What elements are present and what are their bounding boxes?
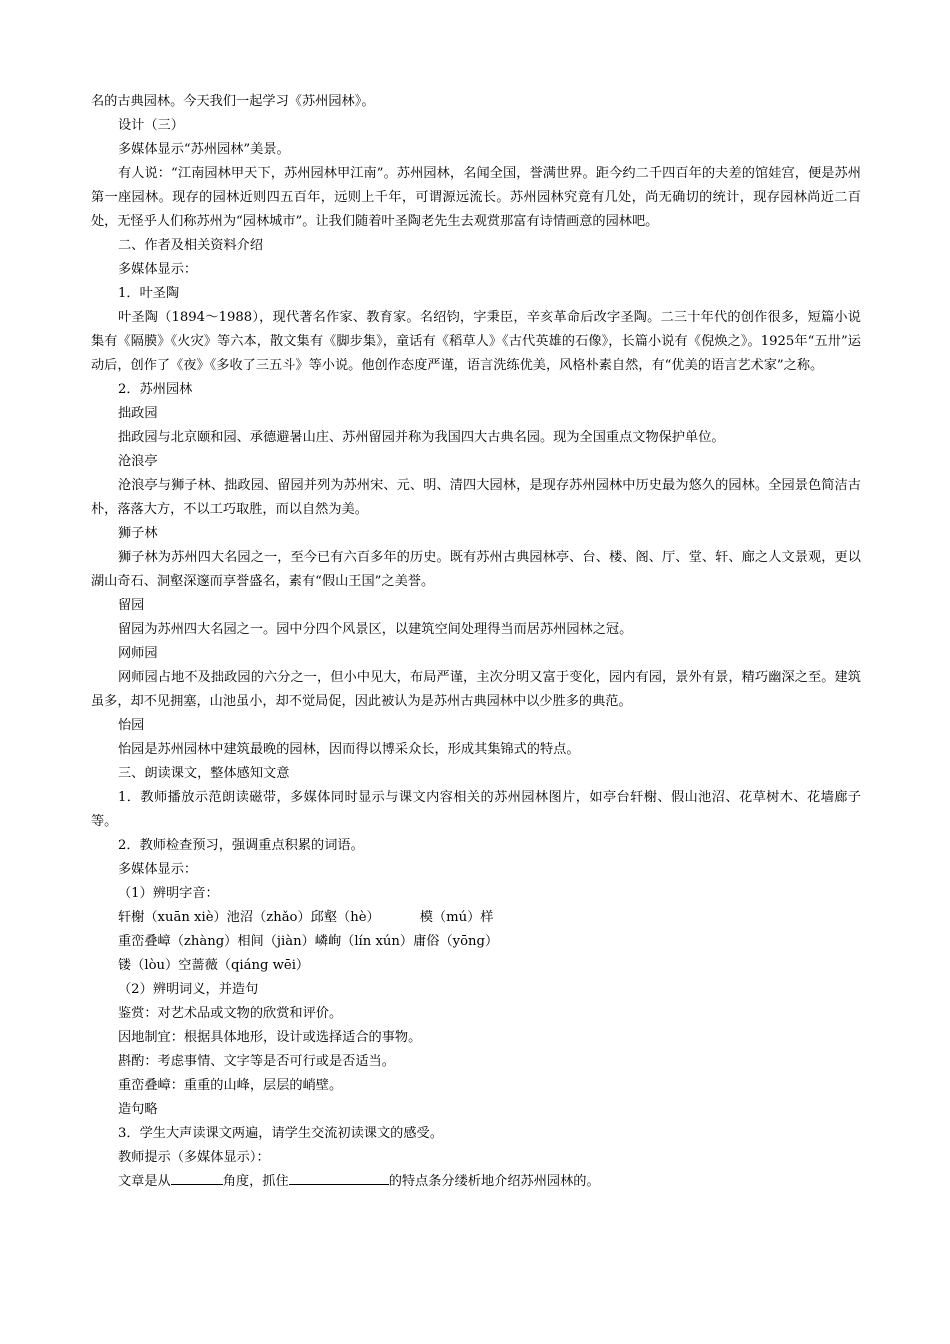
document-body bbox=[91, 90, 861, 1194]
section-heading: 三、朗读课文，整体感知文意 bbox=[118, 766, 290, 781]
subheading: 2．苏州园林 bbox=[118, 382, 193, 397]
paragraph: 怡园是苏州园林中建筑最晚的园林，因而得以博采众长，形成其集锦式的特点。 bbox=[118, 742, 580, 757]
pronunciation-text: 轩榭（xuān xiè）池沼（zhǎo）邱壑（hè） bbox=[118, 910, 380, 925]
fill-in-text: 的特点条分缕析地介绍苏州园林的。 bbox=[388, 1174, 600, 1189]
garden-name: 拙政园 bbox=[118, 406, 158, 421]
pronunciation-text: 模（mú）样 bbox=[419, 910, 494, 925]
garden-name: 沧浪亭 bbox=[118, 454, 158, 469]
paragraph: 教师提示（多媒体显示）： bbox=[118, 1150, 270, 1165]
paragraph: 2．教师检查预习，强调重点积累的词语。 bbox=[118, 838, 364, 853]
fill-in-text: 角度，抓住 bbox=[222, 1174, 289, 1189]
section-heading: 设计（三） bbox=[118, 118, 184, 133]
garden-name: 怡园 bbox=[118, 718, 145, 733]
paragraph: 网师园占地不及拙政园的六分之一，但小中见大，布局严谨，主次分明又富于变化，园内有园，景外有景，精巧幽深之至。建筑虽多，却不见拥塞，山池虽小，却不觉局促，因此被认为是苏州古典园林中以少胜多的典范。 bbox=[91, 670, 861, 709]
paragraph: 拙政园与北京颐和园、承德避暑山庄、苏州留园并称为我国四大古典名园。现为全国重点文物保护单位。 bbox=[118, 430, 725, 445]
garden-name: 网师园 bbox=[118, 646, 158, 661]
answer-blank bbox=[289, 1170, 389, 1185]
definition: 重峦叠嶂：重重的山峰，层层的峭壁。 bbox=[118, 1078, 343, 1093]
paragraph: 多媒体显示： bbox=[118, 262, 198, 277]
paragraph: 留园为苏州四大名园之一。园中分四个风景区，以建筑空间处理得当而居苏州园林之冠。 bbox=[118, 622, 633, 637]
definition: 斟酌：考虑事情、文字等是否可行或是否适当。 bbox=[118, 1054, 395, 1069]
paragraph: 1．教师播放示范朗读磁带，多媒体同时显示与课文内容相关的苏州园林图片，如亭台轩榭、假山池沼、花草树木、花墙廊子等。 bbox=[91, 790, 861, 829]
answer-blank bbox=[171, 1170, 223, 1185]
paragraph: 造句略 bbox=[118, 1102, 158, 1117]
paragraph: 名的古典园林。今天我们一起学习《苏州园林》。 bbox=[91, 94, 375, 109]
garden-name: 留园 bbox=[118, 598, 145, 613]
paragraph: 狮子林为苏州四大名园之一，至今已有六百多年的历史。既有苏州古典园林亭、台、楼、阁、厅、堂、轩、廊之人文景观，更以湖山奇石、洞壑深邃而享誉盛名，素有“假山王国”之美誉。 bbox=[91, 550, 861, 589]
paragraph: （1）辨明字音： bbox=[118, 886, 219, 901]
pronunciation-line bbox=[91, 906, 861, 930]
pronunciation-line: 重峦叠嶂（zhàng）相间（jiàn）嶙峋（lín xún）庸俗（yōng） bbox=[118, 934, 499, 949]
pronunciation-line: 镂（lòu）空蔷薇（qiáng wēi） bbox=[118, 958, 310, 973]
definition: 鉴赏：对艺术品或文物的欣赏和评价。 bbox=[118, 1006, 343, 1021]
paragraph: 3．学生大声读课文两遍，请学生交流初读课文的感受。 bbox=[118, 1126, 443, 1141]
garden-name: 狮子林 bbox=[118, 526, 158, 541]
definition: 因地制宜：根据具体地形，设计或选择适合的事物。 bbox=[118, 1030, 422, 1045]
paragraph: 叶圣陶（1894～1988），现代著名作家、教育家。名绍钧，字秉臣，辛亥革命后改字圣陶。二三十年代的创作很多，短篇小说集有《隔膜》《火灾》等六本，散文集有《脚步集》，童话有《稻草人》《古代英雄的石像》，长篇小说有《倪焕之》。1925年“五卅”运动后，创作了《夜》《多收了三五斗》等小说。他创作态度严谨，语言洗练优美，风格朴素自然，有“优美的语言艺术家”之称。 bbox=[91, 310, 861, 373]
paragraph: 有人说：“江南园林甲天下，苏州园林甲江南”。苏州园林，名闻全国，誉满世界。距今约二千四百年的夫差的馆娃宫，便是苏州第一座园林。现存的园林近则四五百年，远则上千年，可谓源远流长。苏州园林究竟有几处，尚无确切的统计，现存园林尚近二百处，无怪乎人们称苏州为“园林城市”。让我们随着叶圣陶老先生去观赏那富有诗情画意的园林吧。 bbox=[91, 166, 861, 229]
section-heading: 二、作者及相关资料介绍 bbox=[118, 238, 264, 253]
paragraph: 多媒体显示： bbox=[118, 862, 198, 877]
fill-in-line bbox=[91, 1170, 861, 1194]
paragraph: （2）辨明词义，并造句 bbox=[118, 982, 259, 997]
paragraph: 沧浪亭与狮子林、拙政园、留园并列为苏州宋、元、明、清四大园林，是现存苏州园林中历史最为悠久的园林。全园景色简洁古朴，落落大方，不以工巧取胜，而以自然为美。 bbox=[91, 478, 861, 517]
fill-in-text: 文章是从 bbox=[118, 1174, 171, 1189]
paragraph: 多媒体显示“苏州园林”美景。 bbox=[118, 142, 290, 157]
subheading: 1．叶圣陶 bbox=[118, 286, 180, 301]
